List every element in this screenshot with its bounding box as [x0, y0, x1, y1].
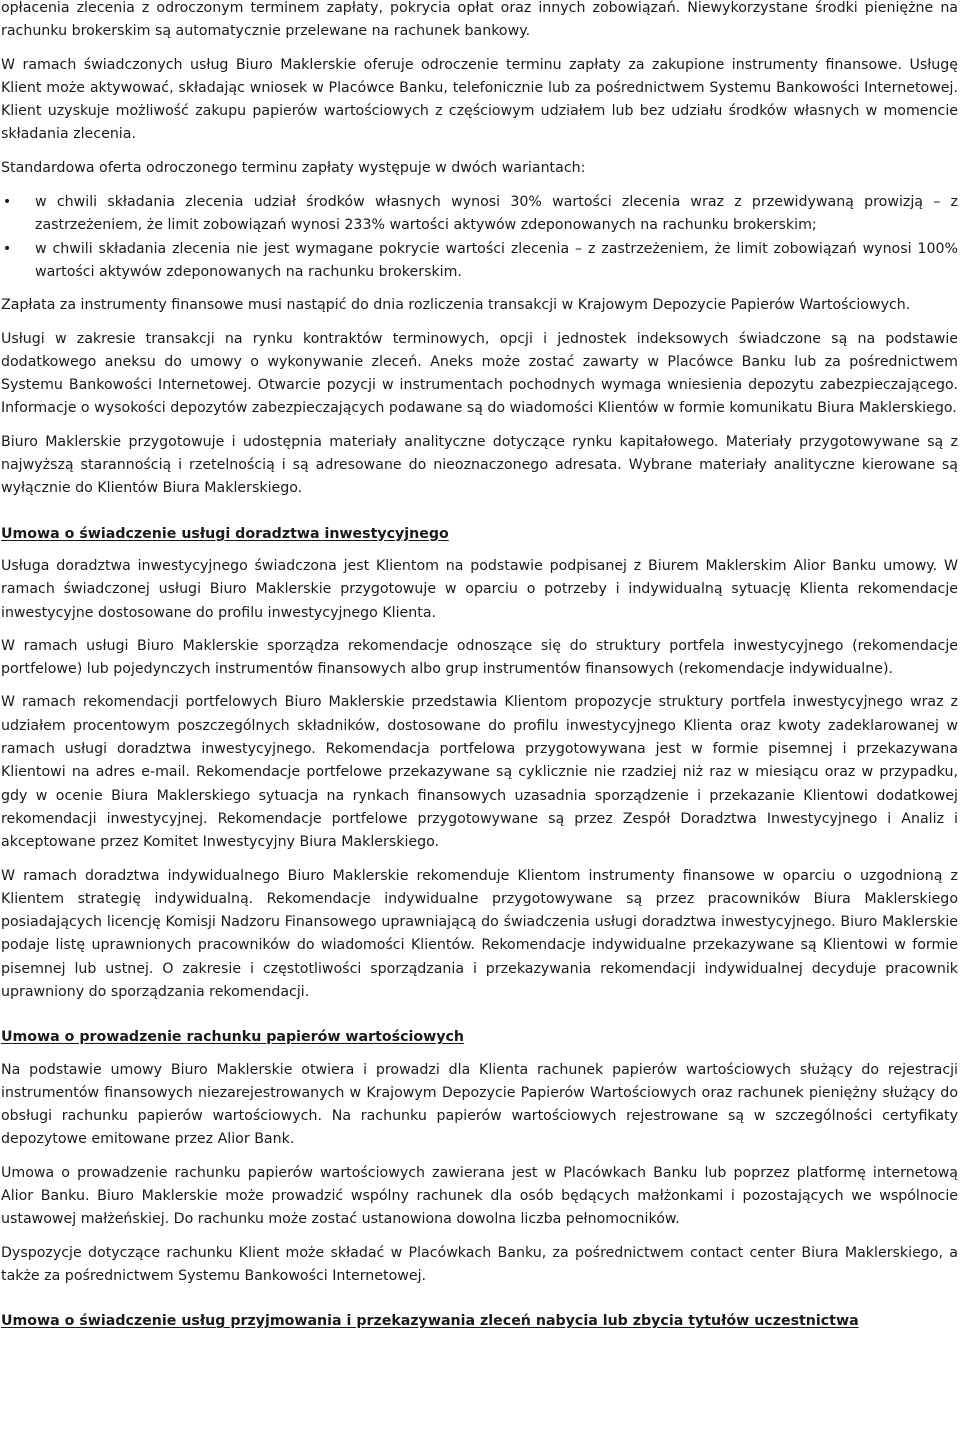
list-item [1, 238, 958, 285]
document-body [1, 0, 958, 1343]
paragraph-portfolio-recommendations: W ramach rekomendacji portfelowych Biuro Maklerskie przedstawia Klientom propozycje struktury portfela inwestycyjnego wraz z udziałem procentowym poszczególnych składników, dostosowane do profilu inwestycyjnego Klienta oraz kwoty zadeklarowanej w ramach usługi doradztwa inwestycyjnego. Rekomendacja portfelowa przygotowywana jest w formie pisemnej i przekazywana Klientowi na adres e-mail. Rekomendacje portfelowe przekazywane są cyklicznie nie rzadziej niż raz w miesiącu oraz w przypadku, gdy w ocenie Biura Maklerskiego sytuacja na rynkach finansowych uzasadnia sporządzenie i przekazanie Klientowi dodatkowej rekomendacji inwestycyjnej. Rekomendacje portfelowe przygotowywane są przez Zespół Doradztwa Inwestycyjnego i Analiz i akceptowane przez Komitet Inwestycyjny Biura Maklerskiego. [1, 694, 958, 851]
paragraph-individual-advisory: W ramach doradztwa indywidualnego Biuro Maklerskie rekomenduje Klientom instrumenty finansowe w oparciu o uzgodnioną z Klientem strategię indywidualną. Rekomendacje indywidualne przygotowywane są przez pracowników Biura Maklerskiego posiadających licencję Komisji Nadzoru Finansowego uprawniającą do świadczenia usługi doradztwa inwestycyjnego. Biuro Maklerskie podaje listę uprawnionych pracowników do wiadomości Klientów. Rekomendacje indywidualne przekazywane są Klientowi w formie pisemnej lub ustnej. O zakresie i częstotliwości sporządzania i przekazywania rekomendacji indywidualnej decyduje pracownik uprawniony do sporządzania rekomendacji. [1, 867, 958, 1000]
paragraph-recommendation-types: W ramach usługi Biuro Maklerskie sporządza rekomendacje odnoszące się do struktury portfela inwestycyjnego (rekomendacje portfelowe) lub pojedynczych instrumentów finansowych albo grup instrumentów finansowych (rekomendacje indywidualne). [1, 637, 958, 678]
list-item-text: w chwili składania zlecenia udział środków własnych wynosi 30% wartości zlecenia wraz z przewidywaną prowizją – z zastrzeżeniem, że limit zobowiązań wynosi 233% wartości aktywów zdeponowanych na rachunku brokerskim; [35, 194, 958, 234]
paragraph-deferred-payment: W ramach świadczonych usług Biuro Maklerskie oferuje odroczenie terminu zapłaty za zakupione instrumenty finansowe. Usługę Klient może aktywować, składając wniosek w Placówce Banku, telefonicznie lub za pośrednictwem Systemu Bankowości Internetowej. Klient uzyskuje możliwość zakupu papierów wartościowych z częściowym udziałem lub bez udziału środków własnych w momencie składania zlecenia. [1, 56, 958, 143]
paragraph-advisory-intro: Usługa doradztwa inwestycyjnego świadczona jest Klientom na podstawie podpisanej z Biurem Maklerskim Alior Banku umowy. W ramach świadczonej usługi Biuro Maklerskie przygotowuje w oparciu o potrzeby i indywidualną sytuację Klienta rekomendacje inwestycyjne dostosowane do profilu inwestycyjnego Klienta. [1, 557, 958, 621]
paragraph-settlement: Zapłata za instrumenty finansowe musi nastąpić do dnia rozliczenia transakcji w Krajowym Depozycie Papierów Wartościowych. [1, 297, 911, 314]
bullet-icon: • [2, 194, 12, 211]
paragraph-account-agreement: Umowa o prowadzenie rachunku papierów wartościowych zawierana jest w Placówkach Banku lub poprzez platformę internetową Alior Banku. Biuro Maklerskie może prowadzić wspólny rachunek dla osób będących małżonkami i pozostających we wspólnocie ustawowej małżeńskiej. Do rachunku może zostać ustanowiona dowolna liczba pełnomocników. [1, 1164, 958, 1228]
paragraph-standard-offer: Standardowa oferta odroczonego terminu zapłaty występuje w dwóch wariantach: [1, 159, 586, 176]
section-heading-advisory: Umowa o świadczenie usługi doradztwa inwestycyjnego [1, 525, 449, 542]
bullet-icon: • [2, 240, 12, 257]
variant-list [1, 191, 958, 284]
paragraph-analytics: Biuro Maklerskie przygotowuje i udostępnia materiały analityczne dotyczące rynku kapitałowego. Materiały przygotowywane są z najwyższą starannością i rzetelnością i są adresowane do nieoznaczonego adresata. Wybrane materiały analityczne kierowane są wyłącznie do Klientów Biura Maklerskiego. [1, 433, 958, 497]
paragraph-account-opening: Na podstawie umowy Biuro Maklerskie otwiera i prowadzi dla Klienta rachunek papierów wartościowych służący do rejestracji instrumentów finansowych niezarejestrowanych w Krajowym Depozycie Papierów Wartościowych oraz rachunek pieniężny służący do obsługi rachunku papierów wartościowych. Na rachunku papierów wartościowych rejestrowane są w szczególności certyfikaty depozytowe emitowane przez Alior Bank. [1, 1061, 958, 1148]
paragraph-derivatives: Usługi w zakresie transakcji na rynku kontraktów terminowych, opcji i jednostek indeksowych świadczone są na podstawie dodatkowego aneksu do umowy o wykonywanie zleceń. Aneks może zostać zawarty w Placówce Banku lub za pośrednictwem Systemu Bankowości Internetowej. Otwarcie pozycji w instrumentach pochodnych wymaga wniesienia depozytu zabezpieczającego. Informacje o wysokości depozytów zabezpieczających podawane są do wiadomości Klientów w formie komunikatu Biura Maklerskiego. [1, 330, 958, 417]
paragraph-cash-transfer: opłacenia zlecenia z odroczonym terminem zapłaty, pokrycia opłat oraz innych zobowiązań. Niewykorzystane środki pieniężne na rachunku brokerskim są automatycznie przelewane na rachunek bankowy. [1, 0, 958, 40]
list-item [1, 191, 958, 238]
section-heading-order-transmission: Umowa o świadczenie usług przyjmowania i przekazywania zleceń nabycia lub zbycia tytułów uczestnictwa [1, 1313, 859, 1330]
paragraph-account-instructions: Dyspozycje dotyczące rachunku Klient może składać w Placówkach Banku, za pośrednictwem contact center Biura Maklerskiego, a także za pośrednictwem Systemu Bankowości Internetowej. [1, 1244, 958, 1284]
section-heading-securities-account: Umowa o prowadzenie rachunku papierów wartościowych [1, 1029, 464, 1046]
list-item-text: w chwili składania zlecenia nie jest wymagane pokrycie wartości zlecenia – z zastrzeżeniem, że limit zobowiązań wynosi 100% wartości aktywów zdeponowanych na rachunku brokerskim. [35, 240, 958, 280]
